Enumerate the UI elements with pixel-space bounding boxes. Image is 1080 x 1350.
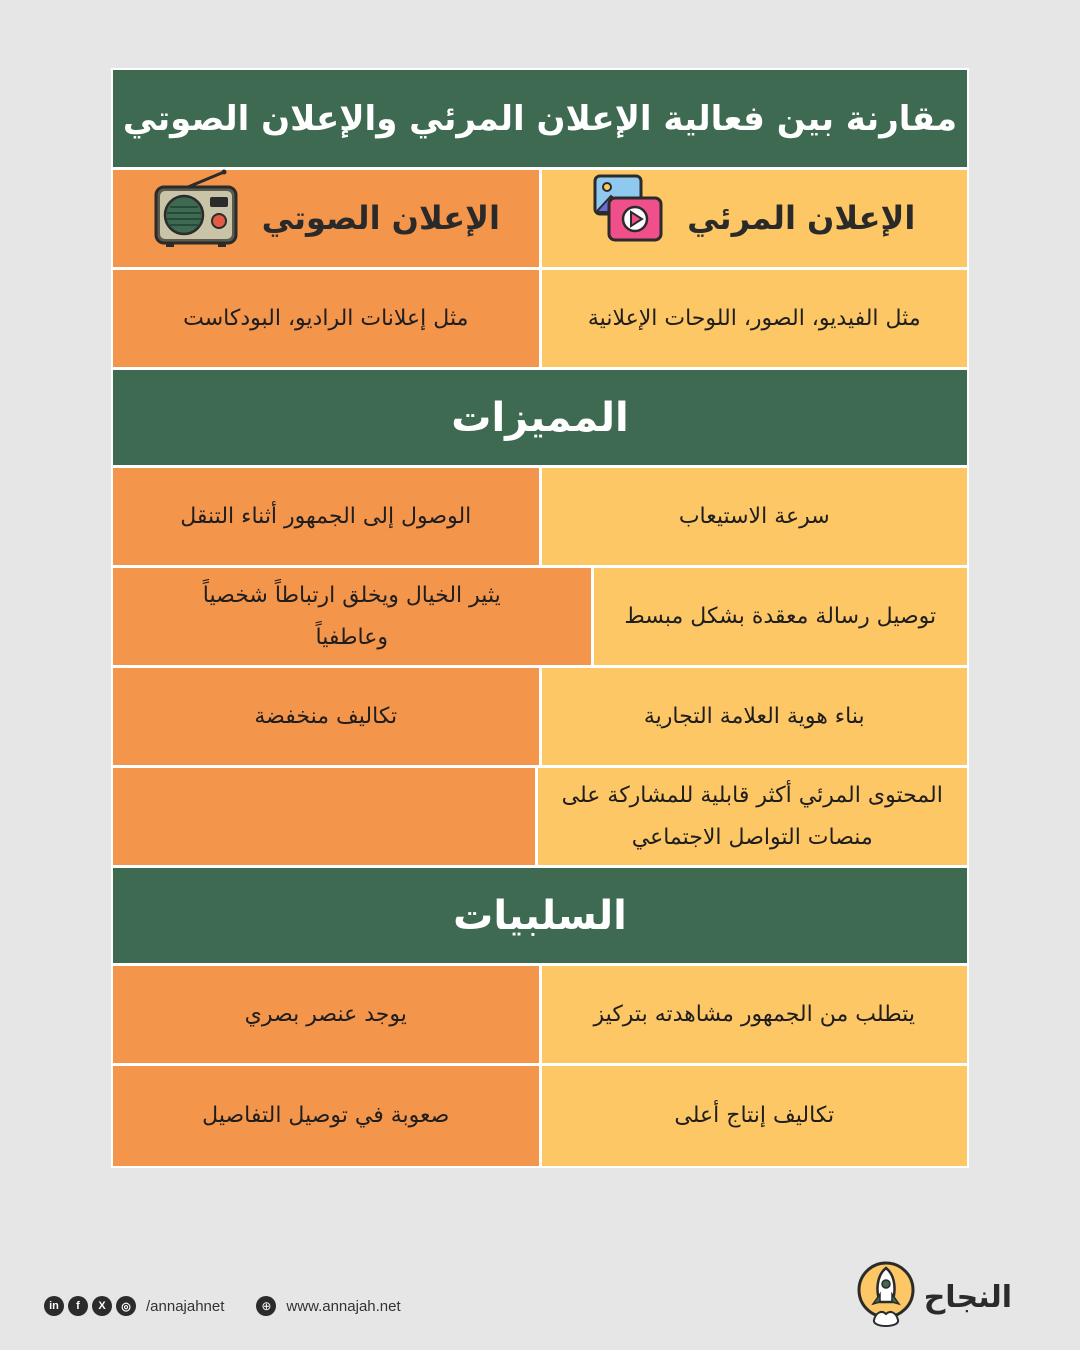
visual-advantage-cell: المحتوى المرئي أكثر قابلية للمشاركة على منصات التواصل الاجتماعي	[538, 768, 968, 865]
comparison-table	[111, 68, 969, 1168]
globe-icon: ⊕	[256, 1296, 276, 1316]
audio-header-label: الإعلان الصوتي	[261, 199, 500, 238]
audio-disadvantage-cell: يوجد عنصر بصري	[113, 966, 542, 1063]
title-row	[113, 70, 967, 170]
disadvantage-row	[113, 966, 967, 1066]
advantage-row	[113, 668, 967, 768]
disadvantages-heading-row	[113, 868, 967, 966]
audio-advantage-cell: تكاليف منخفضة	[113, 668, 542, 765]
social-handle[interactable]: /annajahnet	[146, 1297, 225, 1315]
linkedin-icon[interactable]: in	[44, 1296, 64, 1316]
website-url[interactable]: www.annajah.net	[286, 1297, 401, 1315]
visual-header-cell	[542, 170, 968, 267]
footer-contact	[44, 1296, 401, 1316]
audio-disadvantage-cell: صعوبة في توصيل التفاصيل	[113, 1066, 542, 1166]
advantages-heading: المميزات	[451, 394, 629, 441]
brand-logo	[856, 1258, 1012, 1336]
audio-header-cell	[113, 170, 542, 267]
visual-example-cell: مثل الفيديو، الصور، اللوحات الإعلانية	[542, 270, 968, 367]
advantages-heading-row	[113, 370, 967, 468]
visual-advantage-cell: توصيل رسالة معقدة بشكل مبسط	[594, 568, 968, 665]
audio-advantage-cell: الوصول إلى الجمهور أثناء التنقل	[113, 468, 542, 565]
page-title: مقارنة بين فعالية الإعلان المرئي والإعلان الصوتي	[122, 98, 958, 139]
audio-advantage-cell	[113, 768, 538, 865]
social-icons	[44, 1296, 136, 1316]
advantage-row	[113, 468, 967, 568]
images-video-icon	[593, 174, 665, 264]
disadvantages-heading: السلبيات	[453, 892, 627, 939]
visual-header-label: الإعلان المرئي	[687, 199, 916, 238]
column-header-row	[113, 170, 967, 270]
advantage-row	[113, 768, 967, 868]
instagram-icon[interactable]: ◎	[116, 1296, 136, 1316]
rocket-logo-icon	[856, 1258, 916, 1336]
advantage-row	[113, 568, 967, 668]
visual-advantage-cell: بناء هوية العلامة التجارية	[542, 668, 968, 765]
visual-disadvantage-cell: تكاليف إنتاج أعلى	[542, 1066, 968, 1166]
audio-example-cell: مثل إعلانات الراديو، البودكاست	[113, 270, 542, 367]
brand-name: النجاح	[923, 1279, 1012, 1315]
visual-disadvantage-cell: يتطلب من الجمهور مشاهدته بتركيز	[542, 966, 968, 1063]
facebook-icon[interactable]: f	[68, 1296, 88, 1316]
website-link[interactable]	[256, 1296, 400, 1316]
x-icon[interactable]: X	[92, 1296, 112, 1316]
disadvantage-row	[113, 1066, 967, 1166]
audio-advantage-cell: يثير الخيال ويخلق ارتباطاً شخصياً وعاطفياً	[113, 568, 594, 665]
examples-row	[113, 270, 967, 370]
radio-icon	[152, 169, 240, 269]
visual-advantage-cell: سرعة الاستيعاب	[542, 468, 968, 565]
